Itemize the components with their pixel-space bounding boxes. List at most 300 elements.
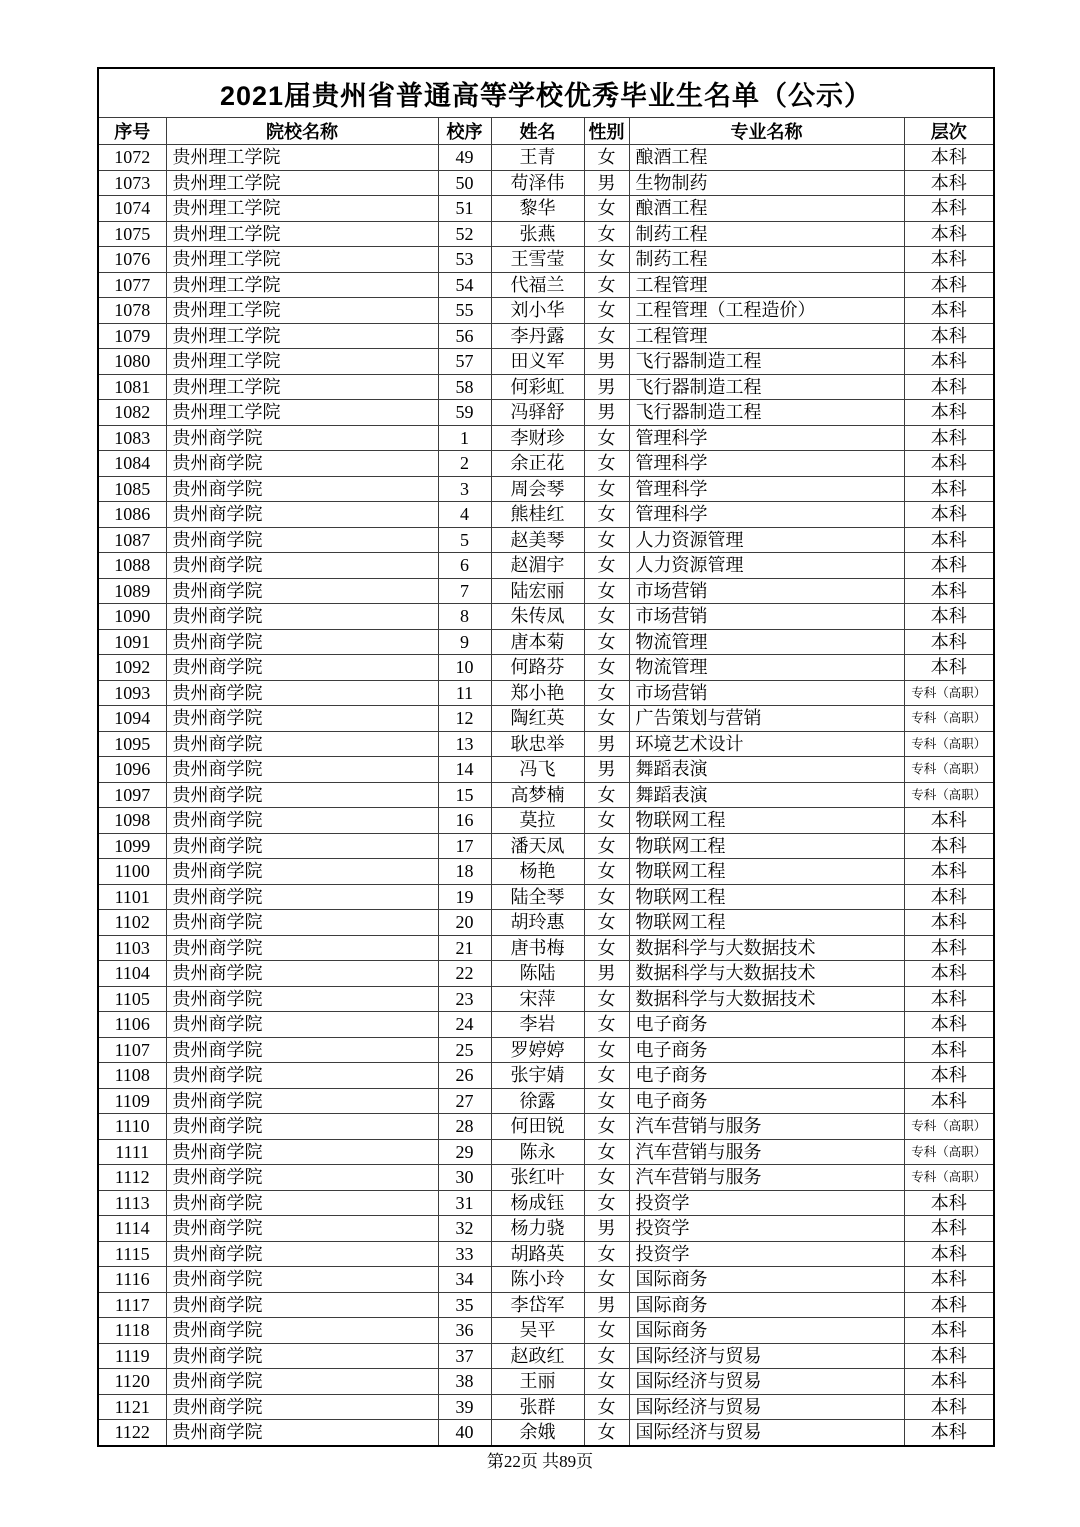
gender-cell: 男 — [584, 1216, 629, 1242]
serial-cell: 1091 — [98, 629, 166, 655]
school-order-cell: 21 — [438, 935, 491, 961]
level-cell: 本科 — [904, 1241, 994, 1267]
student-name-cell: 余正花 — [491, 451, 584, 477]
table-row — [98, 629, 994, 655]
school-name-cell: 贵州商学院 — [166, 1037, 438, 1063]
school-name-cell: 贵州理工学院 — [166, 272, 438, 298]
student-name-cell: 刘小华 — [491, 298, 584, 324]
student-name-cell: 陆宏丽 — [491, 578, 584, 604]
gender-cell: 女 — [584, 782, 629, 808]
table-row — [98, 578, 994, 604]
level-cell: 本科 — [904, 1369, 994, 1395]
student-name-cell: 胡路英 — [491, 1241, 584, 1267]
school-name-cell: 贵州商学院 — [166, 757, 438, 783]
major-cell: 国际经济与贸易 — [629, 1420, 904, 1446]
student-name-cell: 周会琴 — [491, 476, 584, 502]
school-name-cell: 贵州商学院 — [166, 604, 438, 630]
student-name-cell: 张红叶 — [491, 1165, 584, 1191]
column-header-major: 专业名称 — [629, 118, 904, 145]
school-name-cell: 贵州商学院 — [166, 527, 438, 553]
major-cell: 投资学 — [629, 1241, 904, 1267]
major-cell: 国际经济与贸易 — [629, 1369, 904, 1395]
school-name-cell: 贵州商学院 — [166, 1241, 438, 1267]
school-name-cell: 贵州理工学院 — [166, 400, 438, 426]
school-order-cell: 23 — [438, 986, 491, 1012]
serial-cell: 1073 — [98, 170, 166, 196]
major-cell: 投资学 — [629, 1190, 904, 1216]
major-cell: 工程管理 — [629, 272, 904, 298]
school-order-cell: 53 — [438, 247, 491, 273]
level-cell: 专科（高职） — [904, 1165, 994, 1191]
major-cell: 管理科学 — [629, 502, 904, 528]
major-cell: 酿酒工程 — [629, 196, 904, 222]
gender-cell: 女 — [584, 221, 629, 247]
major-cell: 数据科学与大数据技术 — [629, 961, 904, 987]
serial-cell: 1104 — [98, 961, 166, 987]
level-cell: 专科（高职） — [904, 1114, 994, 1140]
gender-cell: 女 — [584, 1394, 629, 1420]
major-cell: 数据科学与大数据技术 — [629, 986, 904, 1012]
level-cell: 本科 — [904, 170, 994, 196]
level-cell: 本科 — [904, 604, 994, 630]
student-name-cell: 张燕 — [491, 221, 584, 247]
table-row — [98, 1190, 994, 1216]
school-order-cell: 16 — [438, 808, 491, 834]
school-name-cell: 贵州商学院 — [166, 859, 438, 885]
school-name-cell: 贵州商学院 — [166, 961, 438, 987]
student-name-cell: 代福兰 — [491, 272, 584, 298]
school-name-cell: 贵州商学院 — [166, 935, 438, 961]
school-order-cell: 12 — [438, 706, 491, 732]
major-cell: 市场营销 — [629, 604, 904, 630]
level-cell: 本科 — [904, 476, 994, 502]
major-cell: 管理科学 — [629, 476, 904, 502]
level-cell: 本科 — [904, 145, 994, 171]
school-name-cell: 贵州理工学院 — [166, 170, 438, 196]
gender-cell: 女 — [584, 629, 629, 655]
level-cell: 专科（高职） — [904, 680, 994, 706]
school-name-cell: 贵州商学院 — [166, 808, 438, 834]
level-cell: 本科 — [904, 196, 994, 222]
gender-cell: 女 — [584, 502, 629, 528]
column-header-school: 院校名称 — [166, 118, 438, 145]
student-name-cell: 高梦楠 — [491, 782, 584, 808]
table-row — [98, 1369, 994, 1395]
gender-cell: 女 — [584, 323, 629, 349]
student-name-cell: 唐书梅 — [491, 935, 584, 961]
serial-cell: 1084 — [98, 451, 166, 477]
student-name-cell: 赵湄宇 — [491, 553, 584, 579]
level-cell: 本科 — [904, 451, 994, 477]
serial-cell: 1102 — [98, 910, 166, 936]
gender-cell: 女 — [584, 1343, 629, 1369]
student-name-cell: 罗婷婷 — [491, 1037, 584, 1063]
school-name-cell: 贵州商学院 — [166, 1318, 438, 1344]
serial-cell: 1110 — [98, 1114, 166, 1140]
serial-cell: 1083 — [98, 425, 166, 451]
table-row — [98, 1241, 994, 1267]
serial-cell: 1101 — [98, 884, 166, 910]
school-order-cell: 28 — [438, 1114, 491, 1140]
gender-cell: 男 — [584, 349, 629, 375]
student-name-cell: 田义军 — [491, 349, 584, 375]
level-cell: 本科 — [904, 859, 994, 885]
level-cell: 本科 — [904, 349, 994, 375]
level-cell: 专科（高职） — [904, 757, 994, 783]
school-name-cell: 贵州理工学院 — [166, 145, 438, 171]
level-cell: 本科 — [904, 1063, 994, 1089]
table-row — [98, 272, 994, 298]
level-cell: 本科 — [904, 910, 994, 936]
table-row — [98, 1114, 994, 1140]
table-row — [98, 400, 994, 426]
title-row — [98, 68, 994, 118]
level-cell: 本科 — [904, 986, 994, 1012]
gender-cell: 女 — [584, 578, 629, 604]
gender-cell: 女 — [584, 884, 629, 910]
student-name-cell: 张宇婧 — [491, 1063, 584, 1089]
school-order-cell: 10 — [438, 655, 491, 681]
column-header-school-order: 校序 — [438, 118, 491, 145]
serial-cell: 1087 — [98, 527, 166, 553]
major-cell: 管理科学 — [629, 425, 904, 451]
table-row — [98, 808, 994, 834]
major-cell: 汽车营销与服务 — [629, 1114, 904, 1140]
serial-cell: 1079 — [98, 323, 166, 349]
school-name-cell: 贵州商学院 — [166, 1165, 438, 1191]
school-order-cell: 8 — [438, 604, 491, 630]
gender-cell: 女 — [584, 1420, 629, 1446]
student-name-cell: 赵政红 — [491, 1343, 584, 1369]
school-order-cell: 38 — [438, 1369, 491, 1395]
table-row — [98, 196, 994, 222]
serial-cell: 1080 — [98, 349, 166, 375]
level-cell: 本科 — [904, 1012, 994, 1038]
student-name-cell: 陶红英 — [491, 706, 584, 732]
gender-cell: 女 — [584, 1114, 629, 1140]
table-row — [98, 425, 994, 451]
table-row — [98, 145, 994, 171]
gender-cell: 女 — [584, 680, 629, 706]
major-cell: 市场营销 — [629, 680, 904, 706]
school-name-cell: 贵州理工学院 — [166, 323, 438, 349]
serial-cell: 1094 — [98, 706, 166, 732]
major-cell: 人力资源管理 — [629, 527, 904, 553]
student-name-cell: 宋萍 — [491, 986, 584, 1012]
level-cell: 本科 — [904, 502, 994, 528]
serial-cell: 1085 — [98, 476, 166, 502]
student-name-cell: 王雪莹 — [491, 247, 584, 273]
gender-cell: 女 — [584, 833, 629, 859]
table-row — [98, 1012, 994, 1038]
serial-cell: 1119 — [98, 1343, 166, 1369]
major-cell: 制药工程 — [629, 247, 904, 273]
major-cell: 汽车营销与服务 — [629, 1139, 904, 1165]
table-row — [98, 1165, 994, 1191]
serial-cell: 1109 — [98, 1088, 166, 1114]
school-order-cell: 3 — [438, 476, 491, 502]
school-order-cell: 59 — [438, 400, 491, 426]
major-cell: 物流管理 — [629, 655, 904, 681]
serial-cell: 1114 — [98, 1216, 166, 1242]
school-name-cell: 贵州商学院 — [166, 655, 438, 681]
gender-cell: 女 — [584, 1037, 629, 1063]
school-name-cell: 贵州商学院 — [166, 1088, 438, 1114]
school-name-cell: 贵州商学院 — [166, 1420, 438, 1446]
level-cell: 本科 — [904, 1318, 994, 1344]
school-order-cell: 13 — [438, 731, 491, 757]
school-name-cell: 贵州商学院 — [166, 1343, 438, 1369]
school-order-cell: 39 — [438, 1394, 491, 1420]
document-page — [97, 67, 995, 1447]
major-cell: 制药工程 — [629, 221, 904, 247]
student-name-cell: 杨成钰 — [491, 1190, 584, 1216]
school-name-cell: 贵州商学院 — [166, 833, 438, 859]
level-cell: 本科 — [904, 833, 994, 859]
serial-cell: 1072 — [98, 145, 166, 171]
serial-cell: 1105 — [98, 986, 166, 1012]
student-name-cell: 王丽 — [491, 1369, 584, 1395]
student-name-cell: 张群 — [491, 1394, 584, 1420]
student-name-cell: 熊桂红 — [491, 502, 584, 528]
school-name-cell: 贵州商学院 — [166, 578, 438, 604]
serial-cell: 1090 — [98, 604, 166, 630]
serial-cell: 1074 — [98, 196, 166, 222]
table-row — [98, 247, 994, 273]
level-cell: 本科 — [904, 1394, 994, 1420]
major-cell: 酿酒工程 — [629, 145, 904, 171]
school-order-cell: 33 — [438, 1241, 491, 1267]
major-cell: 物联网工程 — [629, 833, 904, 859]
school-name-cell: 贵州商学院 — [166, 1190, 438, 1216]
level-cell: 专科（高职） — [904, 782, 994, 808]
level-cell: 本科 — [904, 272, 994, 298]
level-cell: 本科 — [904, 1216, 994, 1242]
school-name-cell: 贵州商学院 — [166, 629, 438, 655]
gender-cell: 女 — [584, 1190, 629, 1216]
student-name-cell: 李丹露 — [491, 323, 584, 349]
student-name-cell: 唐本菊 — [491, 629, 584, 655]
school-name-cell: 贵州商学院 — [166, 706, 438, 732]
gender-cell: 女 — [584, 706, 629, 732]
gender-cell: 女 — [584, 935, 629, 961]
table-row — [98, 553, 994, 579]
major-cell: 国际商务 — [629, 1318, 904, 1344]
school-order-cell: 4 — [438, 502, 491, 528]
school-order-cell: 24 — [438, 1012, 491, 1038]
school-name-cell: 贵州理工学院 — [166, 247, 438, 273]
serial-cell: 1095 — [98, 731, 166, 757]
gender-cell: 女 — [584, 272, 629, 298]
gender-cell: 女 — [584, 553, 629, 579]
document-title: 2021届贵州省普通高等学校优秀毕业生名单（公示） — [98, 68, 994, 118]
student-name-cell: 赵美琴 — [491, 527, 584, 553]
school-order-cell: 40 — [438, 1420, 491, 1446]
school-name-cell: 贵州商学院 — [166, 1063, 438, 1089]
school-order-cell: 36 — [438, 1318, 491, 1344]
school-name-cell: 贵州商学院 — [166, 553, 438, 579]
serial-cell: 1075 — [98, 221, 166, 247]
table-row — [98, 757, 994, 783]
serial-cell: 1089 — [98, 578, 166, 604]
serial-cell: 1108 — [98, 1063, 166, 1089]
school-order-cell: 11 — [438, 680, 491, 706]
school-order-cell: 19 — [438, 884, 491, 910]
major-cell: 舞蹈表演 — [629, 757, 904, 783]
level-cell: 本科 — [904, 323, 994, 349]
table-row — [98, 1037, 994, 1063]
level-cell: 本科 — [904, 374, 994, 400]
gender-cell: 女 — [584, 425, 629, 451]
school-order-cell: 35 — [438, 1292, 491, 1318]
table-row — [98, 1063, 994, 1089]
school-order-cell: 29 — [438, 1139, 491, 1165]
major-cell: 物联网工程 — [629, 910, 904, 936]
major-cell: 电子商务 — [629, 1012, 904, 1038]
student-name-cell: 何彩虹 — [491, 374, 584, 400]
school-name-cell: 贵州理工学院 — [166, 298, 438, 324]
student-name-cell: 李岩 — [491, 1012, 584, 1038]
serial-cell: 1111 — [98, 1139, 166, 1165]
serial-cell: 1098 — [98, 808, 166, 834]
level-cell: 本科 — [904, 425, 994, 451]
major-cell: 汽车营销与服务 — [629, 1165, 904, 1191]
school-name-cell: 贵州商学院 — [166, 1394, 438, 1420]
school-order-cell: 14 — [438, 757, 491, 783]
gender-cell: 男 — [584, 1292, 629, 1318]
table-row — [98, 170, 994, 196]
student-name-cell: 冯驿舒 — [491, 400, 584, 426]
school-order-cell: 51 — [438, 196, 491, 222]
school-order-cell: 20 — [438, 910, 491, 936]
serial-cell: 1122 — [98, 1420, 166, 1446]
table-row — [98, 706, 994, 732]
major-cell: 数据科学与大数据技术 — [629, 935, 904, 961]
student-name-cell: 王青 — [491, 145, 584, 171]
school-name-cell: 贵州商学院 — [166, 731, 438, 757]
serial-cell: 1092 — [98, 655, 166, 681]
school-name-cell: 贵州理工学院 — [166, 221, 438, 247]
school-name-cell: 贵州商学院 — [166, 884, 438, 910]
school-order-cell: 34 — [438, 1267, 491, 1293]
gender-cell: 女 — [584, 1369, 629, 1395]
major-cell: 电子商务 — [629, 1037, 904, 1063]
graduates-table — [97, 67, 995, 1447]
table-row — [98, 527, 994, 553]
major-cell: 物联网工程 — [629, 859, 904, 885]
gender-cell: 女 — [584, 1241, 629, 1267]
school-name-cell: 贵州商学院 — [166, 910, 438, 936]
major-cell: 电子商务 — [629, 1088, 904, 1114]
major-cell: 投资学 — [629, 1216, 904, 1242]
table-row — [98, 655, 994, 681]
gender-cell: 女 — [584, 604, 629, 630]
table-row — [98, 1292, 994, 1318]
serial-cell: 1118 — [98, 1318, 166, 1344]
student-name-cell: 莫拉 — [491, 808, 584, 834]
table-row — [98, 323, 994, 349]
level-cell: 本科 — [904, 884, 994, 910]
serial-cell: 1117 — [98, 1292, 166, 1318]
school-order-cell: 30 — [438, 1165, 491, 1191]
table-row — [98, 374, 994, 400]
serial-cell: 1082 — [98, 400, 166, 426]
major-cell: 生物制药 — [629, 170, 904, 196]
student-name-cell: 陈小玲 — [491, 1267, 584, 1293]
school-name-cell: 贵州商学院 — [166, 476, 438, 502]
serial-cell: 1120 — [98, 1369, 166, 1395]
student-name-cell: 何路芬 — [491, 655, 584, 681]
table-row — [98, 1267, 994, 1293]
serial-cell: 1113 — [98, 1190, 166, 1216]
gender-cell: 女 — [584, 476, 629, 502]
gender-cell: 女 — [584, 1318, 629, 1344]
level-cell: 本科 — [904, 808, 994, 834]
major-cell: 广告策划与营销 — [629, 706, 904, 732]
major-cell: 物流管理 — [629, 629, 904, 655]
serial-cell: 1107 — [98, 1037, 166, 1063]
major-cell: 飞行器制造工程 — [629, 374, 904, 400]
student-name-cell: 朱传凤 — [491, 604, 584, 630]
table-row — [98, 1318, 994, 1344]
gender-cell: 女 — [584, 1012, 629, 1038]
serial-cell: 1112 — [98, 1165, 166, 1191]
gender-cell: 男 — [584, 757, 629, 783]
school-order-cell: 50 — [438, 170, 491, 196]
major-cell: 物联网工程 — [629, 808, 904, 834]
school-order-cell: 1 — [438, 425, 491, 451]
major-cell: 电子商务 — [629, 1063, 904, 1089]
major-cell: 国际商务 — [629, 1267, 904, 1293]
student-name-cell: 余娥 — [491, 1420, 584, 1446]
table-row — [98, 298, 994, 324]
gender-cell: 女 — [584, 859, 629, 885]
table-row — [98, 502, 994, 528]
school-order-cell: 52 — [438, 221, 491, 247]
level-cell: 本科 — [904, 1292, 994, 1318]
school-order-cell: 32 — [438, 1216, 491, 1242]
student-name-cell: 李财珍 — [491, 425, 584, 451]
column-header-level: 层次 — [904, 118, 994, 145]
serial-cell: 1121 — [98, 1394, 166, 1420]
student-name-cell: 何田锐 — [491, 1114, 584, 1140]
level-cell: 本科 — [904, 1267, 994, 1293]
school-name-cell: 贵州商学院 — [166, 1292, 438, 1318]
gender-cell: 女 — [584, 1267, 629, 1293]
level-cell: 本科 — [904, 1343, 994, 1369]
gender-cell: 女 — [584, 451, 629, 477]
level-cell: 专科（高职） — [904, 731, 994, 757]
student-name-cell: 耿忠举 — [491, 731, 584, 757]
school-name-cell: 贵州商学院 — [166, 425, 438, 451]
school-order-cell: 57 — [438, 349, 491, 375]
school-name-cell: 贵州商学院 — [166, 502, 438, 528]
level-cell: 本科 — [904, 629, 994, 655]
level-cell: 本科 — [904, 1420, 994, 1446]
school-name-cell: 贵州商学院 — [166, 1216, 438, 1242]
gender-cell: 女 — [584, 145, 629, 171]
school-order-cell: 17 — [438, 833, 491, 859]
student-name-cell: 陈永 — [491, 1139, 584, 1165]
serial-cell: 1076 — [98, 247, 166, 273]
table-row — [98, 986, 994, 1012]
level-cell: 本科 — [904, 221, 994, 247]
school-order-cell: 56 — [438, 323, 491, 349]
table-row — [98, 451, 994, 477]
school-order-cell: 22 — [438, 961, 491, 987]
gender-cell: 女 — [584, 986, 629, 1012]
school-name-cell: 贵州商学院 — [166, 782, 438, 808]
